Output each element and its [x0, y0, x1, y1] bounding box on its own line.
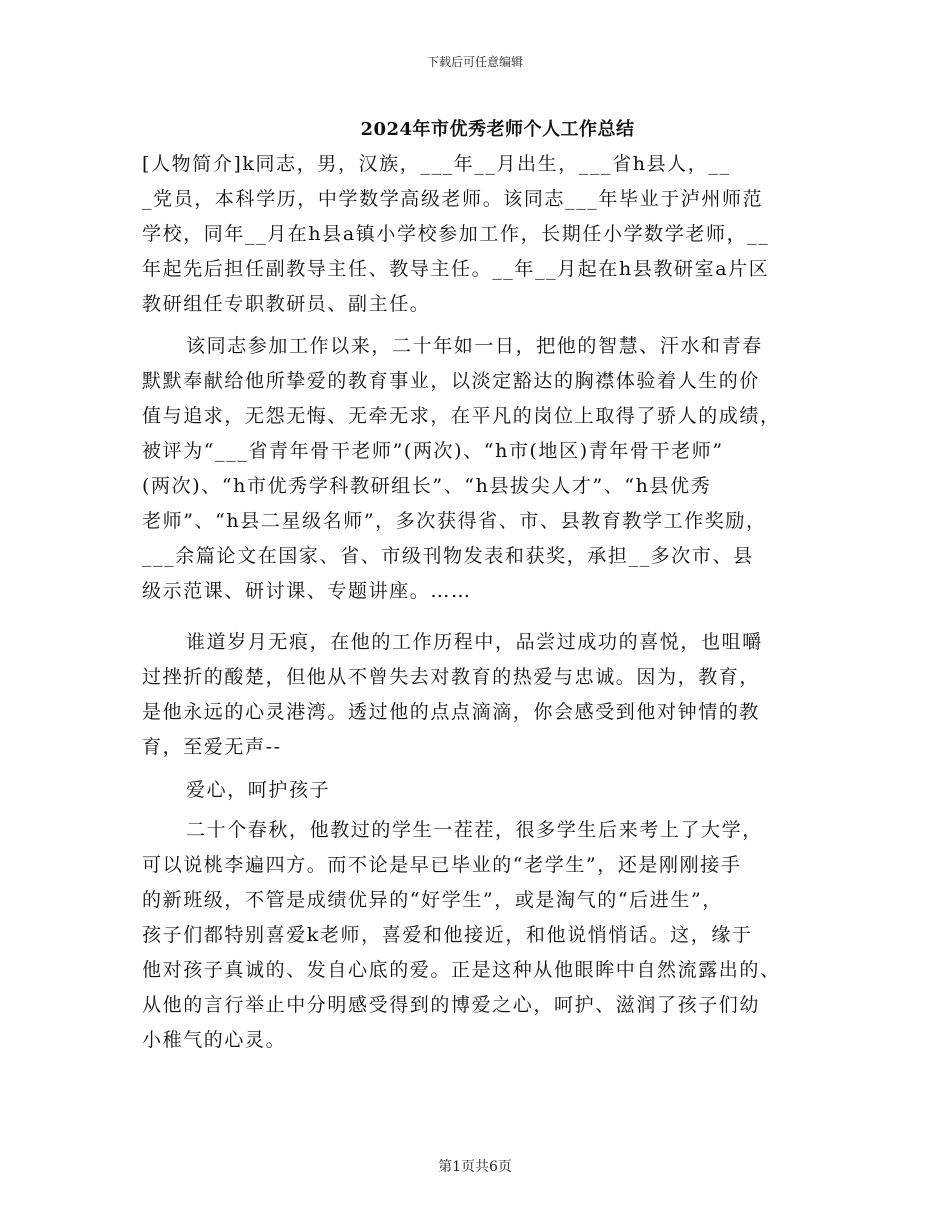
text-line: 小稚气的心灵。 [142, 1029, 287, 1051]
text-line: _党员，本科学历，中学数学高级老师。该同志___年毕业于泸州师范 [142, 188, 764, 210]
text-line: 过挫折的酸楚，但他从不曾失去对教育的热爱与忠诚。因为，教育， [142, 666, 761, 688]
section-heading: 爱心，呵护孩子 [186, 779, 331, 801]
text-line: 从他的言行举止中分明感受得到的博爱之心，呵护、滋润了孩子们幼 [142, 994, 761, 1016]
text-line: 该同志参加工作以来，二十年如一日，把他的智慧、汗水和青春 [186, 335, 763, 357]
text-line: (两次)、“h市优秀学科教研组长”、“h县拔尖人才”、“h县优秀 [142, 475, 712, 497]
text-line: 被评为“___省青年骨干老师”(两次)、“h市(地区)青年骨干老师” [142, 440, 724, 462]
text-line: 年起先后担任副教导主任、教导主任。__年__月起在h县教研室a片区 [142, 258, 770, 280]
text-line: 老师”、“h县二星级名师”，多次获得省、市、县教育教学工作奖励， [142, 510, 767, 532]
text-line: 的新班级，不管是成绩优异的“好学生”，或是淘气的“后进生”， [142, 889, 723, 911]
text-line: 是他永远的心灵港湾。透过他的点点滴滴，你会感受到他对钟情的教 [142, 701, 761, 723]
text-line: [人物简介]k同志，男，汉族，___年__月出生，___省h县人，__ [142, 153, 731, 175]
text-line: ___余篇论文在国家、省、市级刊物发表和获奖，承担__多次市、县 [142, 545, 754, 567]
text-line: 育，至爱无声-- [142, 736, 282, 758]
page-number: 第1页共6页 [438, 1159, 512, 1175]
text-line: 孩子们都特别喜爱k老师，喜爱和他接近，和他说悄悄话。这，缘于 [142, 924, 753, 946]
document-title: 2024年市优秀老师个人工作总结 [360, 119, 635, 140]
text-line: 教研组任专职教研员、副主任。 [142, 293, 431, 315]
text-line: 默默奉献给他所挚爱的教育事业，以淡定豁达的胸襟体验着人生的价 [142, 370, 761, 392]
text-line: 值与追求，无怨无悔、无牵无求，在平凡的岗位上取得了骄人的成绩， [142, 405, 781, 427]
header-note: 下载后可任意编辑 [426, 55, 523, 69]
text-line: 谁道岁月无痕，在他的工作历程中，品尝过成功的喜悦，也咀嚼 [186, 631, 763, 653]
text-line: 他对孩子真诚的、发自心底的爱。正是这种从他眼眸中自然流露出的、 [142, 959, 781, 981]
text-line: 学校，同年__月在h县a镇小学校参加工作，长期任小学数学老师，__ [142, 223, 770, 245]
text-line: 二十个春秋，他教过的学生一茬茬，很多学生后来考上了大学， [186, 819, 763, 841]
text-line: 级示范课、研讨课、专题讲座。…… [142, 580, 472, 602]
text-line: 可以说桃李遍四方。而不论是早已毕业的“老学生”，还是刚刚接手 [142, 854, 742, 876]
